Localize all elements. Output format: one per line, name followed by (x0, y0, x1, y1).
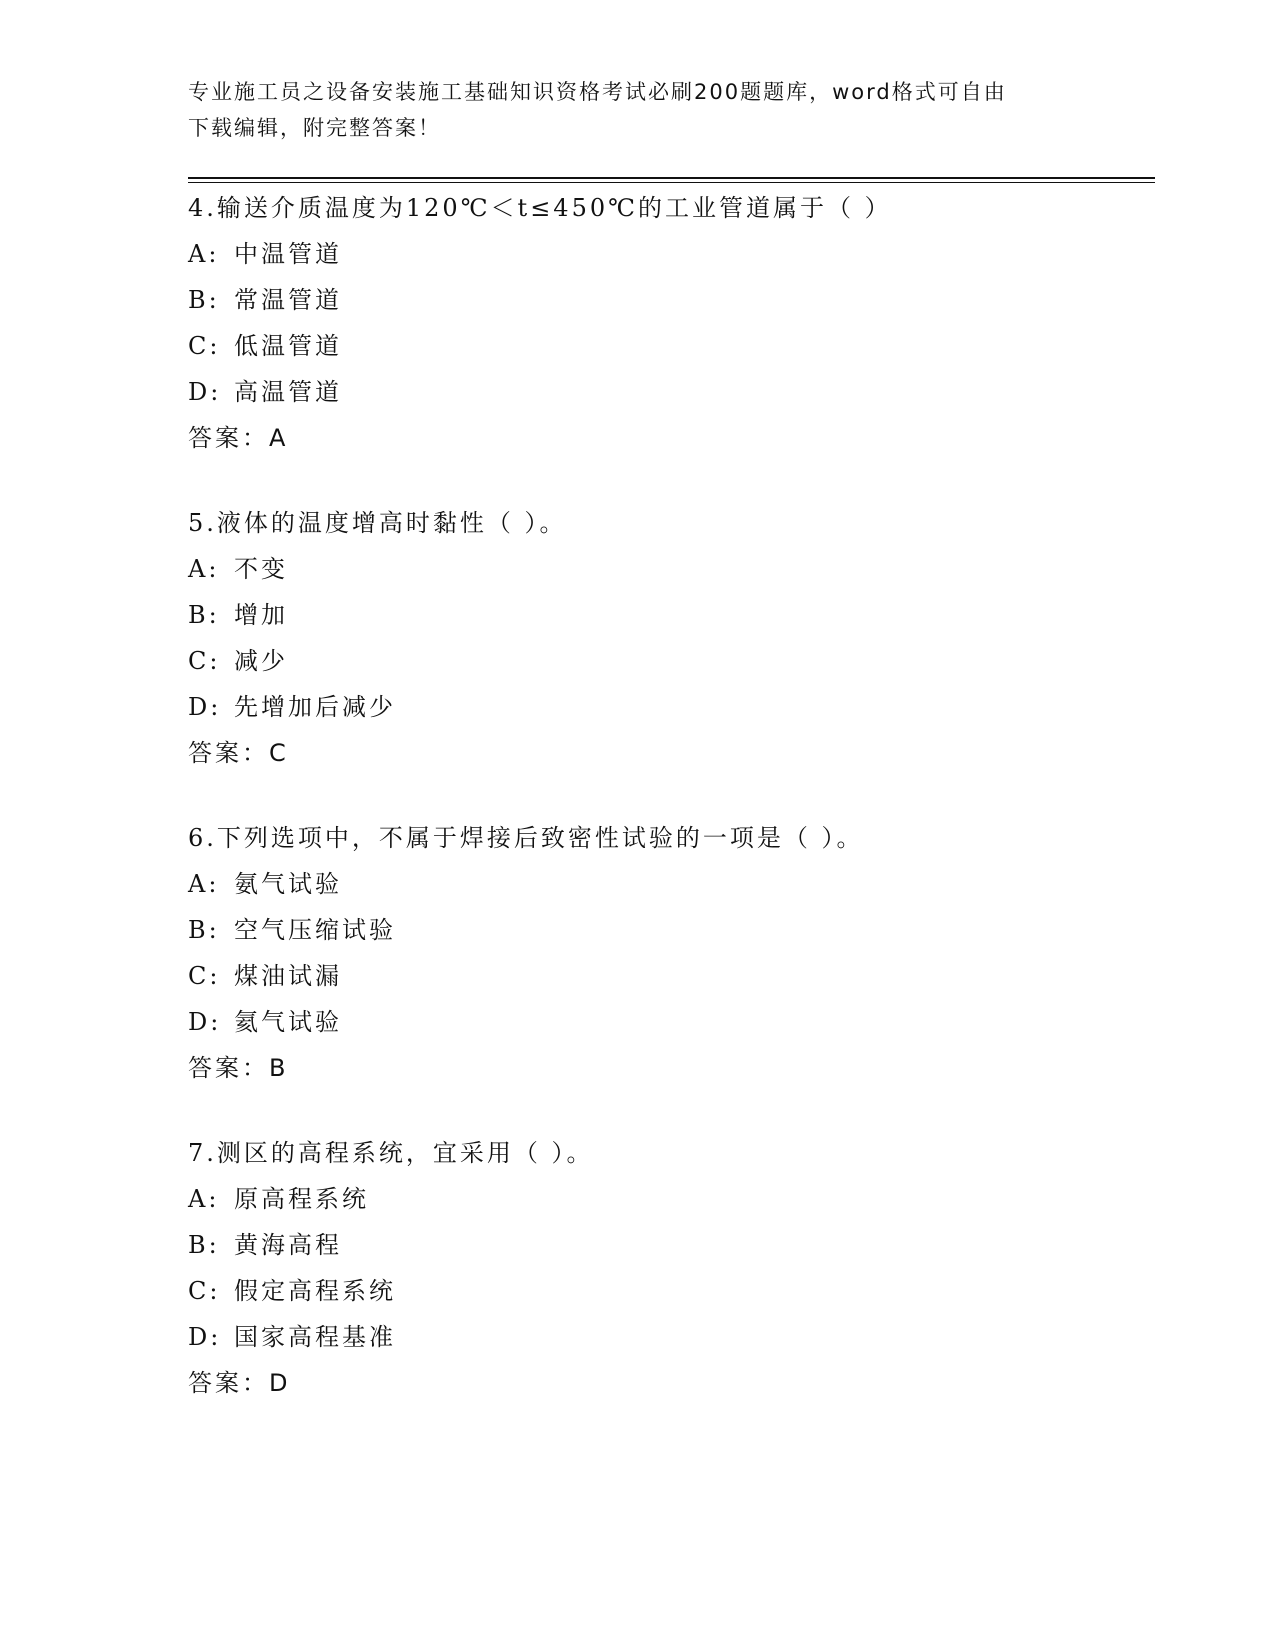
option-text: 中温管道 (234, 240, 342, 268)
header-divider-thin (188, 182, 1155, 183)
option-d (188, 1314, 1148, 1360)
option-c (188, 1268, 1148, 1314)
option-letter: A: (188, 240, 220, 268)
answer: 答案：A (188, 424, 289, 452)
option-text: 黄海高程 (234, 1231, 342, 1259)
option-letter: D: (188, 693, 222, 721)
option-text: 氦气试验 (234, 1008, 342, 1036)
option-text: 低温管道 (234, 332, 342, 360)
option-text: 先增加后减少 (234, 693, 396, 721)
option-c (188, 323, 1148, 369)
option-a (188, 1176, 1148, 1222)
option-letter: B: (188, 601, 220, 629)
header-divider-thick (188, 177, 1155, 179)
question-stem: 5.液体的温度增高时黏性（ ）。 (188, 509, 567, 537)
option-letter: B: (188, 916, 220, 944)
header-line-1: 专业施工员之设备安装施工基础知识资格考试必刷200题题库，word格式可自由 (188, 80, 1007, 104)
option-letter: D: (188, 1323, 222, 1351)
option-b (188, 592, 1148, 638)
option-text: 原高程系统 (234, 1185, 369, 1213)
option-text: 不变 (234, 555, 288, 583)
option-text: 常温管道 (234, 286, 342, 314)
question-4 (188, 185, 1148, 461)
option-a (188, 231, 1148, 277)
option-letter: B: (188, 286, 220, 314)
option-c (188, 638, 1148, 684)
option-text: 煤油试漏 (234, 962, 342, 990)
answer: 答案：D (188, 1369, 291, 1397)
option-d (188, 684, 1148, 730)
option-text: 减少 (234, 647, 288, 675)
option-text: 假定高程系统 (234, 1277, 396, 1305)
option-letter: D: (188, 378, 222, 406)
option-d (188, 999, 1148, 1045)
question-stem: 6.下列选项中，不属于焊接后致密性试验的一项是（ ）。 (188, 824, 864, 852)
option-text: 增加 (234, 601, 288, 629)
header-line-2: 下载编辑，附完整答案！ (188, 116, 441, 140)
option-letter: A: (188, 870, 220, 898)
option-text: 国家高程基准 (234, 1323, 396, 1351)
option-letter: A: (188, 1185, 220, 1213)
option-b (188, 1222, 1148, 1268)
answer: 答案：C (188, 739, 289, 767)
question-stem: 7.测区的高程系统，宜采用（ ）。 (188, 1139, 594, 1167)
option-a (188, 861, 1148, 907)
option-letter: C: (188, 1277, 221, 1305)
option-c (188, 953, 1148, 999)
question-6 (188, 815, 1148, 1091)
option-text: 空气压缩试验 (234, 916, 396, 944)
question-7 (188, 1130, 1148, 1406)
option-letter: C: (188, 647, 221, 675)
option-a (188, 546, 1148, 592)
option-b (188, 277, 1148, 323)
document-header (188, 74, 1088, 146)
option-letter: A: (188, 555, 220, 583)
option-d (188, 369, 1148, 415)
option-letter: B: (188, 1231, 220, 1259)
question-stem: 4.输送介质温度为120℃＜t≤450℃的工业管道属于（ ） (188, 194, 892, 222)
option-letter: D: (188, 1008, 222, 1036)
option-letter: C: (188, 332, 221, 360)
question-5 (188, 500, 1148, 776)
answer: 答案：B (188, 1054, 289, 1082)
option-text: 高温管道 (234, 378, 342, 406)
option-text: 氨气试验 (234, 870, 342, 898)
option-letter: C: (188, 962, 221, 990)
option-b (188, 907, 1148, 953)
